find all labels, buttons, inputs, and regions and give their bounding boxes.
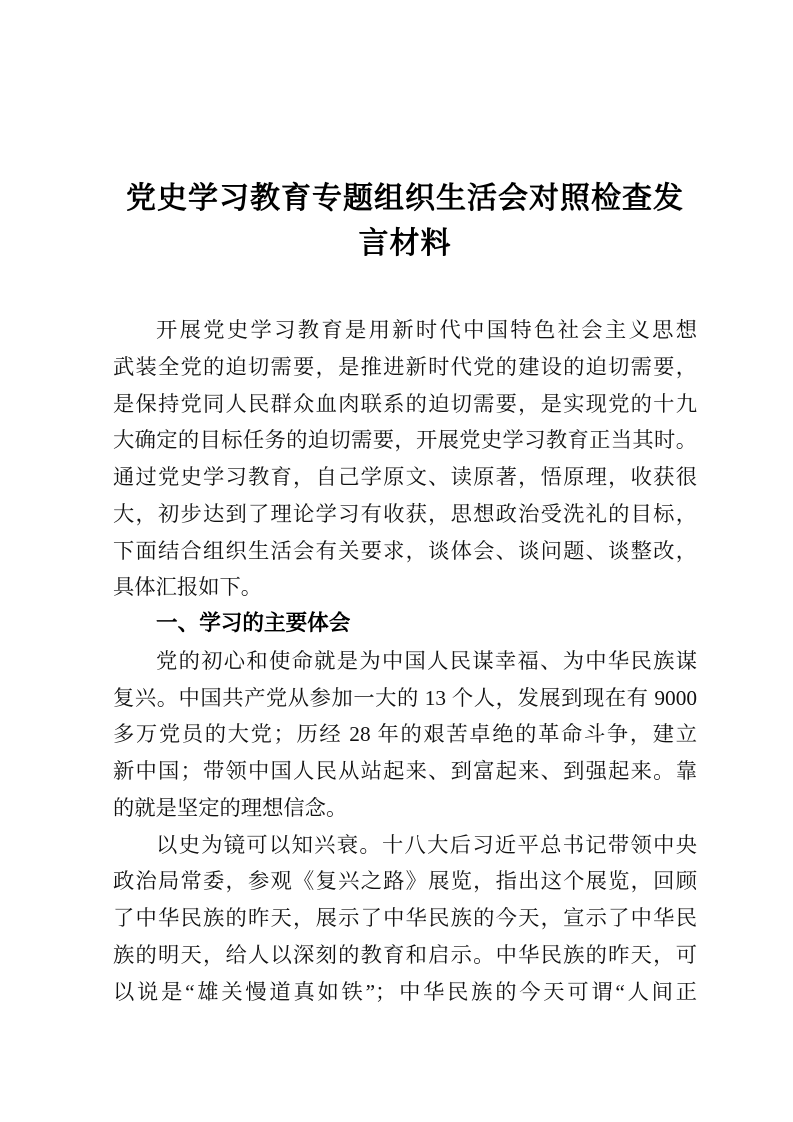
text-line: 党的初心和使命就是为中国人民谋幸福、为中华民族谋 — [156, 648, 697, 673]
text-line: 复兴。中国共产党从参加一大的 13 个人，发展到现在有 9000 — [113, 685, 697, 710]
text-line: 政治局常委，参观《复兴之路》展览，指出这个展览，回顾 — [113, 869, 697, 894]
text-line: 通过党史学习教育，自己学原文、读原著，悟原理，收获很 — [113, 465, 697, 489]
text-line: 族的明天，给人以深刻的教育和启示。中华民族的昨天，可 — [113, 942, 697, 967]
document-title — [113, 176, 697, 266]
text-line: 武装全党的迫切需要，是推进新时代党的建设的迫切需要， — [113, 354, 697, 379]
text-line: 大，初步达到了理论学习有收获，思想政治受洗礼的目标， — [113, 501, 697, 526]
section-heading: 一、学习的主要体会 — [156, 611, 351, 636]
text-line: 是保持党同人民群众血肉联系的迫切需要，是实现党的十九 — [113, 391, 697, 416]
text-line: 开展党史学习教育是用新时代中国特色社会主义思想 — [156, 318, 697, 342]
text-line: 以说是“雄关慢道真如铁”；中华民族的今天可谓“人间正 — [113, 979, 697, 1004]
text-line: 具体汇报如下。 — [113, 575, 263, 600]
text-line: 新中国；带领中国人民从站起来、到富起来、到强起来。靠 — [113, 759, 697, 783]
document-body — [113, 312, 697, 1010]
document-title-line-2: 言材料 — [358, 227, 452, 260]
document-title-line-1: 党史学习教育专题组织生活会对照检查发 — [126, 182, 684, 215]
text-line: 的就是坚定的理想信念。 — [113, 795, 348, 820]
text-line: 多万党员的大党；历经 28 年的艰苦卓绝的革命斗争，建立 — [113, 722, 697, 747]
text-line: 了中华民族的昨天，展示了中华民族的今天，宣示了中华民 — [113, 906, 697, 930]
text-line: 下面结合组织生活会有关要求，谈体会、谈问题、谈整改， — [113, 538, 697, 563]
text-line: 大确定的目标任务的迫切需要，开展党史学习教育正当其时。 — [113, 428, 697, 453]
text-line: 以史为镜可以知兴衰。十八大后习近平总书记带领中央 — [156, 832, 697, 857]
